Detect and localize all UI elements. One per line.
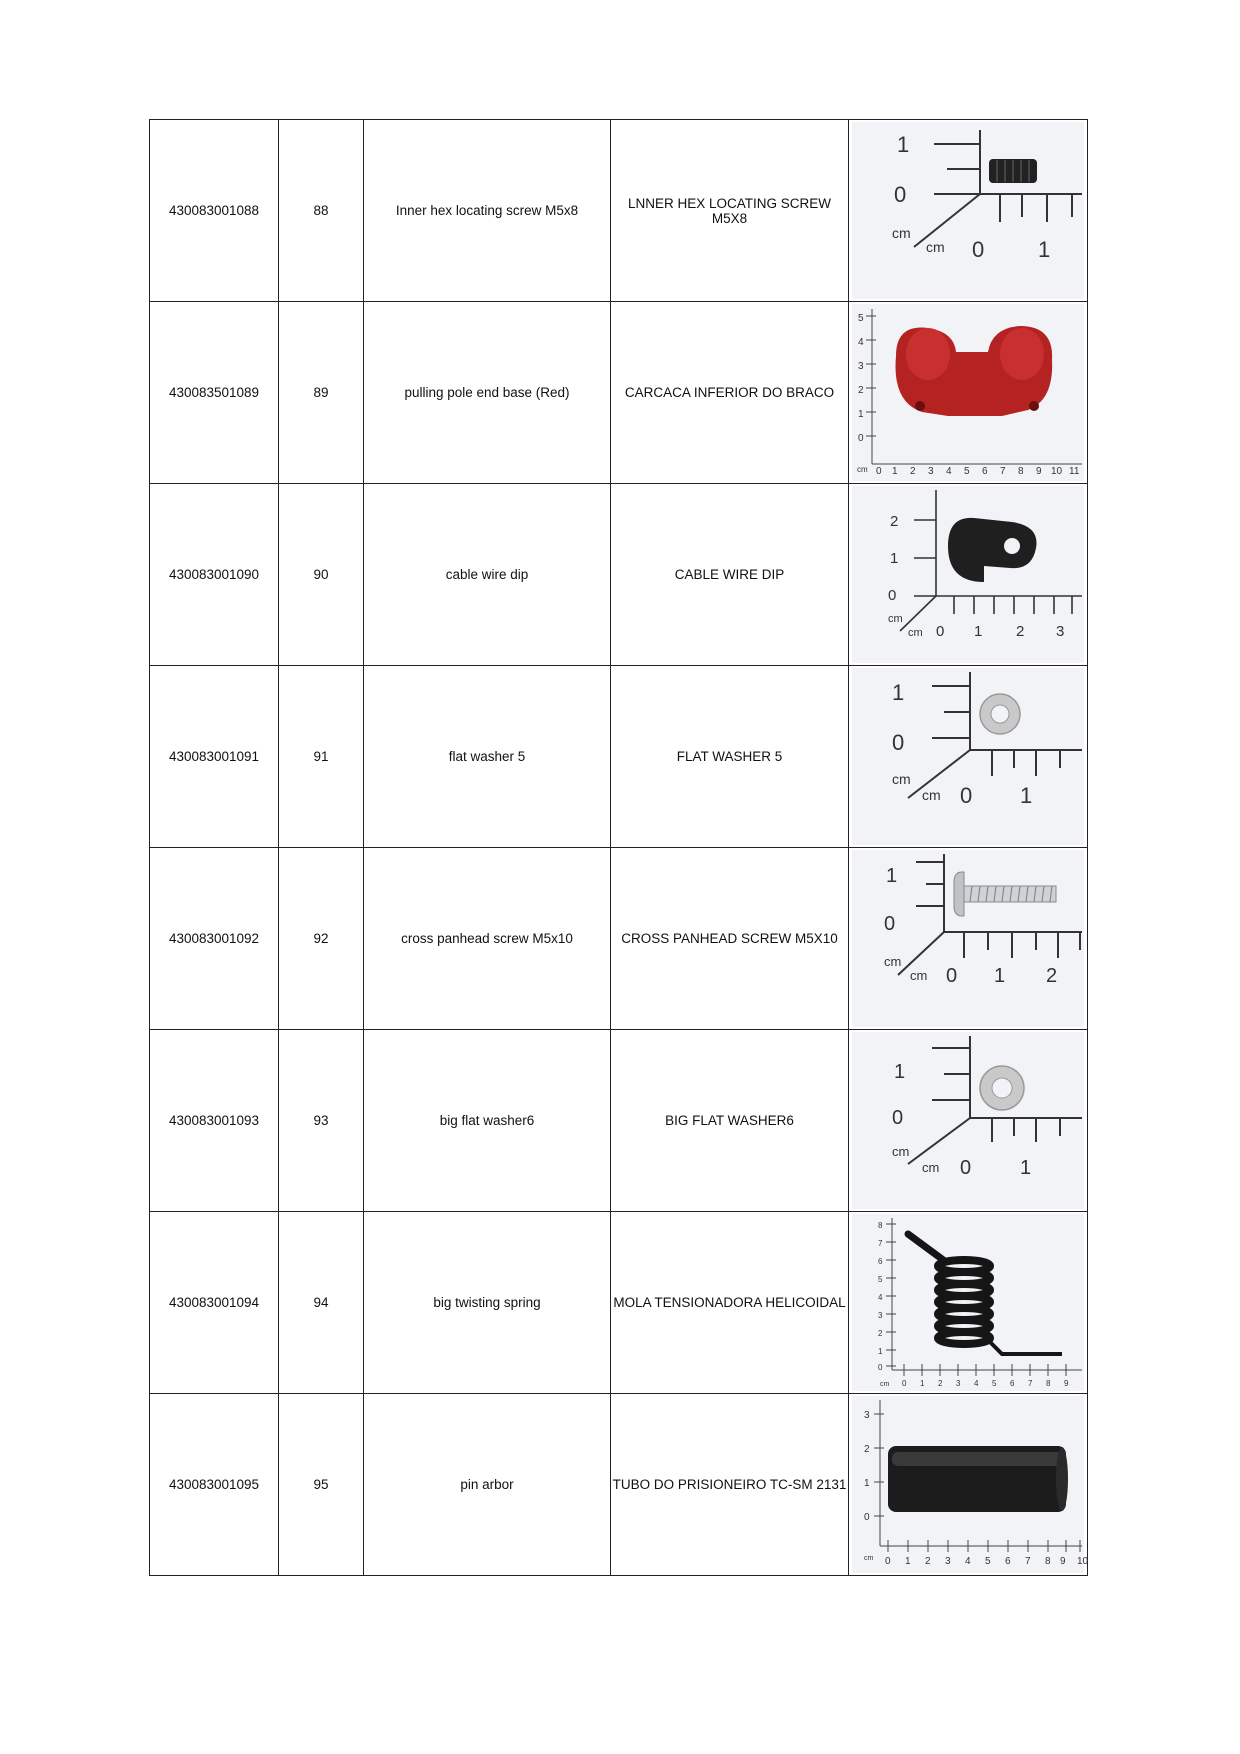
table-row <box>150 1394 1088 1576</box>
y-axis-label: 1 <box>886 865 898 887</box>
axis-unit: cm <box>892 1144 910 1159</box>
part-photo-cell <box>849 1394 1088 1576</box>
position-number: 89 <box>279 302 364 484</box>
part-code: 430083001093 <box>150 1030 279 1212</box>
part-photo-cell <box>849 1212 1088 1394</box>
x-axis-label: 8 <box>1045 1556 1051 1567</box>
description-en: cable wire dip <box>364 484 611 666</box>
y-axis-label: 0 <box>888 587 897 604</box>
axis-unit: cm <box>884 954 902 969</box>
description-en: big twisting spring <box>364 1212 611 1394</box>
axis-unit: cm <box>888 613 903 625</box>
y-axis-label: 1 <box>897 132 910 157</box>
x-axis-label: 1 <box>1020 1157 1032 1179</box>
y-axis-label: 0 <box>892 1107 904 1129</box>
description-en: big flat washer6 <box>364 1030 611 1212</box>
table-row <box>150 848 1088 1030</box>
part-photo-cell <box>849 1030 1088 1212</box>
x-axis-label: 3 <box>928 466 934 477</box>
y-axis-label: 0 <box>864 1512 870 1523</box>
x-axis-label: 11 <box>1069 466 1080 477</box>
position-number: 91 <box>279 666 364 848</box>
flat-washer-icon <box>852 1032 1084 1209</box>
x-axis-label: 2 <box>910 466 916 477</box>
x-axis-label: 2 <box>1016 623 1025 640</box>
x-axis-label: 3 <box>1056 623 1065 640</box>
y-axis-label: 3 <box>858 361 864 372</box>
axis-unit: cm <box>910 968 928 983</box>
x-axis-label: 3 <box>956 1379 961 1388</box>
part-code: 430083001088 <box>150 120 279 302</box>
position-number: 90 <box>279 484 364 666</box>
x-axis-label: 7 <box>1025 1556 1031 1567</box>
x-axis-label: 0 <box>885 1556 891 1567</box>
y-axis-label: 1 <box>892 680 905 705</box>
part-photo-cell <box>849 302 1088 484</box>
part-photo-cell <box>849 484 1088 666</box>
x-axis-label: 6 <box>1010 1379 1015 1388</box>
x-axis-label: 2 <box>938 1379 943 1388</box>
x-axis-label: 4 <box>946 466 952 477</box>
axis-unit: cm <box>880 1381 890 1388</box>
description-en: Inner hex locating screw M5x8 <box>364 120 611 302</box>
x-axis-label: 0 <box>960 1157 972 1179</box>
description-en: flat washer 5 <box>364 666 611 848</box>
axis-unit: cm <box>857 465 868 474</box>
part-code: 430083001091 <box>150 666 279 848</box>
table-row <box>150 120 1088 302</box>
x-axis-label: 1 <box>920 1379 925 1388</box>
part-code: 430083001095 <box>150 1394 279 1576</box>
y-axis-label: 0 <box>878 1363 883 1372</box>
x-axis-label: 8 <box>1018 466 1024 477</box>
description-en: pin arbor <box>364 1394 611 1576</box>
x-axis-label: 9 <box>1064 1379 1069 1388</box>
description-pt: CROSS PANHEAD SCREW M5X10 <box>611 848 849 1030</box>
x-axis-label: 2 <box>925 1556 931 1567</box>
x-axis-label: 10 <box>1077 1556 1089 1567</box>
x-axis-label: 5 <box>964 466 970 477</box>
x-axis-label: 9 <box>1036 466 1042 477</box>
y-axis-label: 0 <box>892 730 905 755</box>
x-axis-label: 7 <box>1000 466 1006 477</box>
x-axis-label: 1 <box>1020 783 1033 808</box>
axis-unit: cm <box>922 1160 940 1175</box>
x-axis-label: 0 <box>902 1379 907 1388</box>
table-row <box>150 484 1088 666</box>
red-pole-end-base-icon <box>852 304 1084 481</box>
position-number: 95 <box>279 1394 364 1576</box>
y-axis-label: 7 <box>878 1239 883 1248</box>
description-en: cross panhead screw M5x10 <box>364 848 611 1030</box>
flat-washer-icon <box>852 668 1084 845</box>
description-pt: LNNER HEX LOCATING SCREW M5X8 <box>611 120 849 302</box>
x-axis-label: 5 <box>992 1379 997 1388</box>
y-axis-label: 1 <box>878 1347 883 1356</box>
part-code: 430083001092 <box>150 848 279 1030</box>
description-pt: CABLE WIRE DIP <box>611 484 849 666</box>
y-axis-label: 5 <box>878 1275 883 1284</box>
parts-table-body <box>150 120 1088 1576</box>
x-axis-label: 1 <box>994 965 1006 987</box>
description-pt: CARCACA INFERIOR DO BRACO <box>611 302 849 484</box>
axis-unit: cm <box>892 771 911 787</box>
x-axis-label: 0 <box>936 623 945 640</box>
y-axis-label: 1 <box>864 1478 870 1489</box>
x-axis-label: 1 <box>1038 237 1051 262</box>
pin-tube-icon <box>852 1396 1089 1573</box>
position-number: 94 <box>279 1212 364 1394</box>
y-axis-label: 2 <box>890 513 899 530</box>
axis-unit: cm <box>908 627 923 639</box>
x-axis-label: 8 <box>1046 1379 1051 1388</box>
part-photo-cell <box>849 120 1088 302</box>
part-code: 430083001094 <box>150 1212 279 1394</box>
x-axis-label: 4 <box>965 1556 971 1567</box>
table-row <box>150 666 1088 848</box>
cable-clip-icon <box>852 486 1084 663</box>
y-axis-label: 4 <box>858 337 864 348</box>
x-axis-label: 0 <box>972 237 985 262</box>
x-axis-label: 0 <box>946 965 958 987</box>
x-axis-label: 1 <box>974 623 983 640</box>
position-number: 88 <box>279 120 364 302</box>
table-row <box>150 302 1088 484</box>
y-axis-label: 8 <box>878 1221 883 1230</box>
y-axis-label: 2 <box>864 1444 870 1455</box>
x-axis-label: 0 <box>876 466 882 477</box>
y-axis-label: 2 <box>858 385 864 396</box>
description-pt: MOLA TENSIONADORA HELICOIDAL <box>611 1212 849 1394</box>
description-pt: FLAT WASHER 5 <box>611 666 849 848</box>
y-axis-label: 1 <box>890 550 899 567</box>
x-axis-label: 1 <box>892 466 898 477</box>
part-code: 430083001090 <box>150 484 279 666</box>
panhead-screw-icon <box>852 850 1084 1027</box>
y-axis-label: 5 <box>858 313 864 324</box>
x-axis-label: 0 <box>960 783 973 808</box>
y-axis-label: 3 <box>878 1311 883 1320</box>
x-axis-label: 9 <box>1060 1556 1066 1567</box>
part-code: 430083501089 <box>150 302 279 484</box>
x-axis-label: 6 <box>982 466 988 477</box>
y-axis-label: 0 <box>894 182 907 207</box>
torsion-spring-icon <box>852 1214 1084 1391</box>
hex-socket-set-screw-icon <box>852 122 1084 299</box>
y-axis-label: 0 <box>858 433 864 444</box>
y-axis-label: 1 <box>894 1061 906 1083</box>
x-axis-label: 10 <box>1051 466 1063 477</box>
part-photo-cell <box>849 848 1088 1030</box>
y-axis-label: 2 <box>878 1329 883 1338</box>
position-number: 93 <box>279 1030 364 1212</box>
x-axis-label: 2 <box>1046 965 1058 987</box>
axis-unit: cm <box>864 1555 874 1562</box>
axis-unit: cm <box>892 225 911 241</box>
y-axis-label: 0 <box>884 913 896 935</box>
description-pt: BIG FLAT WASHER6 <box>611 1030 849 1212</box>
table-row <box>150 1212 1088 1394</box>
y-axis-label: 4 <box>878 1293 883 1302</box>
y-axis-label: 6 <box>878 1257 883 1266</box>
x-axis-label: 7 <box>1028 1379 1033 1388</box>
y-axis-label: 1 <box>858 409 864 420</box>
position-number: 92 <box>279 848 364 1030</box>
parts-table <box>149 119 1088 1576</box>
x-axis-label: 4 <box>974 1379 979 1388</box>
part-photo-cell <box>849 666 1088 848</box>
x-axis-label: 6 <box>1005 1556 1011 1567</box>
description-pt: TUBO DO PRISIONEIRO TC-SM 2131 <box>611 1394 849 1576</box>
axis-unit: cm <box>926 239 945 255</box>
x-axis-label: 3 <box>945 1556 951 1567</box>
x-axis-label: 5 <box>985 1556 991 1567</box>
axis-unit: cm <box>922 787 941 803</box>
description-en: pulling pole end base (Red) <box>364 302 611 484</box>
table-row <box>150 1030 1088 1212</box>
y-axis-label: 3 <box>864 1410 870 1421</box>
x-axis-label: 1 <box>905 1556 911 1567</box>
